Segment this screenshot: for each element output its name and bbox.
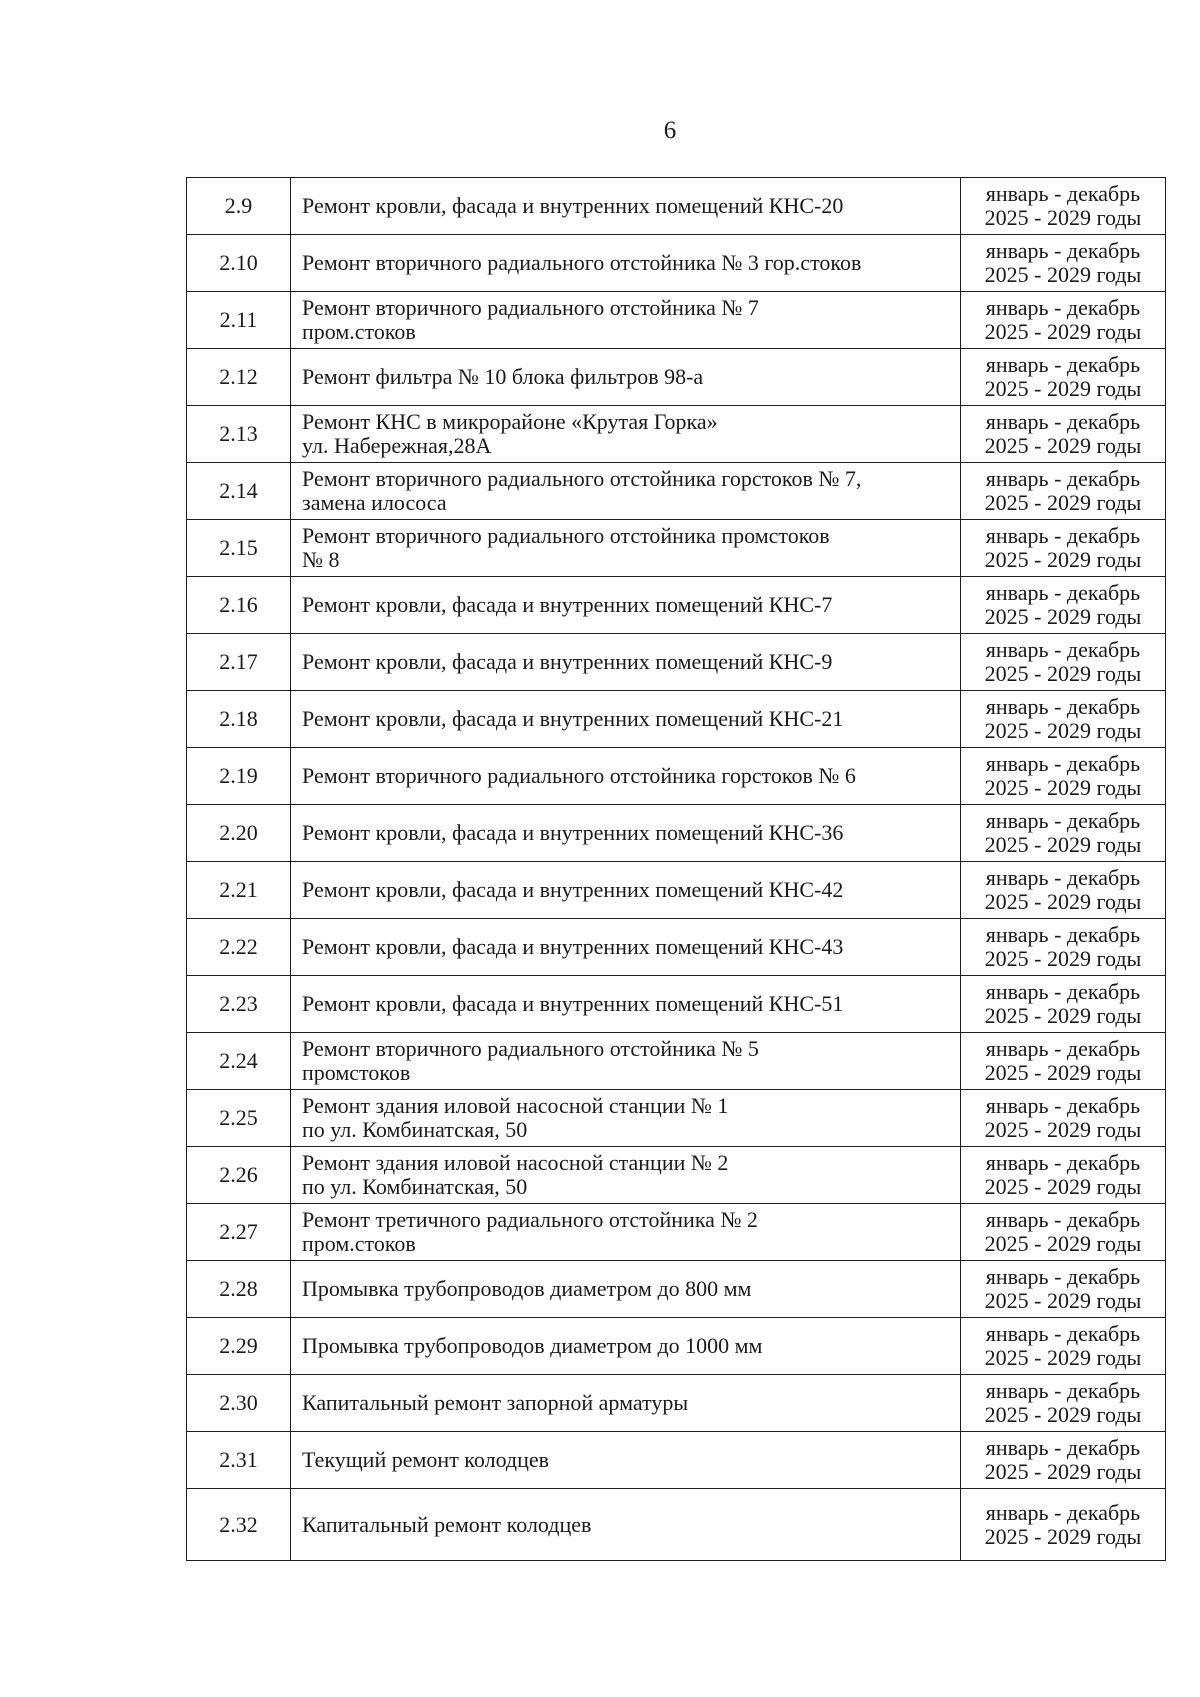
- work-description: Ремонт кровли, фасада и внутренних помещений КНС-9: [302, 649, 833, 674]
- period-months: январь - декабрь: [985, 1036, 1141, 1061]
- table-row: [187, 577, 1166, 634]
- period-years: 2025 - 2029 годы: [984, 1459, 1142, 1484]
- work-description-cell: [291, 235, 961, 292]
- period-months: январь - декабрь: [985, 238, 1141, 263]
- work-description: Ремонт вторичного радиального отстойника № 3 гор.стоков: [302, 250, 862, 275]
- period-months: январь - декабрь: [985, 637, 1141, 662]
- row-number: 2.30: [187, 1375, 291, 1432]
- work-description: Ремонт КНС в микрорайоне «Крутая Горка» ул. Набережная,28А: [302, 409, 718, 458]
- period-cell: [961, 520, 1166, 577]
- row-number: 2.22: [187, 919, 291, 976]
- period-cell: [961, 1261, 1166, 1318]
- period-cell: [961, 1033, 1166, 1090]
- period-months: январь - декабрь: [985, 1378, 1141, 1403]
- row-number: 2.29: [187, 1318, 291, 1375]
- period-months: январь - декабрь: [985, 352, 1141, 377]
- period-cell: [961, 976, 1166, 1033]
- row-number: 2.21: [187, 862, 291, 919]
- period-cell: [961, 463, 1166, 520]
- table-row: [187, 691, 1166, 748]
- work-description: Ремонт вторичного радиального отстойника горстоков № 7, замена илососа: [302, 466, 862, 515]
- row-number: 2.14: [187, 463, 291, 520]
- row-number: 2.17: [187, 634, 291, 691]
- period-years: 2025 - 2029 годы: [984, 1345, 1142, 1370]
- period-months: январь - декабрь: [985, 865, 1141, 890]
- period-years: 2025 - 2029 годы: [984, 1523, 1142, 1549]
- period-years: 2025 - 2029 годы: [984, 490, 1142, 515]
- table-row: [187, 805, 1166, 862]
- period-cell: [961, 1147, 1166, 1204]
- period-months: январь - декабрь: [985, 580, 1141, 605]
- table-row: [187, 1261, 1166, 1318]
- period-months: январь - декабрь: [985, 523, 1141, 548]
- period-years: 2025 - 2029 годы: [984, 1402, 1142, 1427]
- period-cell: [961, 178, 1166, 235]
- work-description-cell: [291, 1090, 961, 1147]
- work-description: Ремонт кровли, фасада и внутренних помещений КНС-43: [302, 934, 844, 959]
- row-number: 2.24: [187, 1033, 291, 1090]
- work-description-cell: [291, 919, 961, 976]
- period-years: 2025 - 2029 годы: [984, 775, 1142, 800]
- work-description: Капитальный ремонт запорной арматуры: [302, 1390, 689, 1415]
- table-row: [187, 862, 1166, 919]
- table-row: [187, 1204, 1166, 1261]
- period-months: январь - декабрь: [985, 295, 1141, 320]
- period-years: 2025 - 2029 годы: [984, 718, 1142, 743]
- period-years: 2025 - 2029 годы: [984, 1174, 1142, 1199]
- period-cell: [961, 349, 1166, 406]
- table-row: [187, 748, 1166, 805]
- work-description-cell: [291, 1204, 961, 1261]
- work-description: Ремонт вторичного радиального отстойника № 5 промстоков: [302, 1036, 759, 1085]
- period-years: 2025 - 2029 годы: [984, 262, 1142, 287]
- row-number: 2.10: [187, 235, 291, 292]
- work-description: Ремонт вторичного радиального отстойника № 7 пром.стоков: [302, 295, 759, 344]
- work-description: Ремонт кровли, фасада и внутренних помещений КНС-36: [302, 820, 844, 845]
- table-row: [187, 1489, 1166, 1561]
- work-description: Промывка трубопроводов диаметром до 800 мм: [302, 1276, 752, 1301]
- work-description: Ремонт кровли, фасада и внутренних помещений КНС-42: [302, 877, 844, 902]
- work-description: Промывка трубопроводов диаметром до 1000 мм: [302, 1333, 763, 1358]
- period-months: январь - декабрь: [985, 751, 1141, 776]
- work-description: Ремонт здания иловой насосной станции № 1 по ул. Комбинатская, 50: [302, 1093, 729, 1142]
- work-description: Ремонт здания иловой насосной станции № 2 по ул. Комбинатская, 50: [302, 1150, 729, 1199]
- work-description-cell: [291, 463, 961, 520]
- work-description-cell: [291, 976, 961, 1033]
- work-description-cell: [291, 1261, 961, 1318]
- work-description: Ремонт фильтра № 10 блока фильтров 98-а: [302, 364, 704, 389]
- table-row: [187, 1033, 1166, 1090]
- table-row: [187, 235, 1166, 292]
- period-years: 2025 - 2029 годы: [984, 319, 1142, 344]
- period-months: январь - декабрь: [985, 979, 1141, 1004]
- work-description: Текущий ремонт колодцев: [302, 1447, 550, 1472]
- work-description: Ремонт вторичного радиального отстойника промстоков № 8: [302, 523, 830, 572]
- work-description-cell: [291, 748, 961, 805]
- work-description-cell: [291, 1318, 961, 1375]
- period-years: 2025 - 2029 годы: [984, 205, 1142, 230]
- period-months: январь - декабрь: [985, 181, 1141, 206]
- work-description-cell: [291, 178, 961, 235]
- page-number: 6: [663, 117, 677, 144]
- period-cell: [961, 1090, 1166, 1147]
- period-months: январь - декабрь: [985, 922, 1141, 947]
- work-description-cell: [291, 520, 961, 577]
- table-row: [187, 463, 1166, 520]
- table-row: [187, 1432, 1166, 1489]
- period-cell: [961, 805, 1166, 862]
- table-row: [187, 520, 1166, 577]
- period-months: январь - декабрь: [985, 1321, 1141, 1346]
- period-months: январь - декабрь: [985, 1264, 1141, 1289]
- period-cell: [961, 1489, 1166, 1561]
- table-row: [187, 178, 1166, 235]
- table-row: [187, 976, 1166, 1033]
- period-months: январь - декабрь: [985, 466, 1141, 491]
- table-row: [187, 919, 1166, 976]
- row-number: 2.26: [187, 1147, 291, 1204]
- period-years: 2025 - 2029 годы: [984, 604, 1142, 629]
- work-description: Капитальный ремонт колодцев: [302, 1511, 592, 1537]
- period-months: январь - декабрь: [985, 1499, 1141, 1525]
- table-row: [187, 406, 1166, 463]
- row-number: 2.11: [187, 292, 291, 349]
- period-cell: [961, 292, 1166, 349]
- table-row: [187, 1147, 1166, 1204]
- work-description: Ремонт кровли, фасада и внутренних помещений КНС-21: [302, 706, 844, 731]
- period-cell: [961, 634, 1166, 691]
- row-number: 2.9: [187, 178, 291, 235]
- work-description-cell: [291, 349, 961, 406]
- work-description-cell: [291, 1033, 961, 1090]
- period-cell: [961, 1204, 1166, 1261]
- period-cell: [961, 235, 1166, 292]
- table-row: [187, 292, 1166, 349]
- period-years: 2025 - 2029 годы: [984, 661, 1142, 686]
- period-months: январь - декабрь: [985, 694, 1141, 719]
- period-cell: [961, 919, 1166, 976]
- row-number: 2.27: [187, 1204, 291, 1261]
- row-number: 2.28: [187, 1261, 291, 1318]
- work-description-cell: [291, 292, 961, 349]
- period-years: 2025 - 2029 годы: [984, 1288, 1142, 1313]
- work-description-cell: [291, 805, 961, 862]
- period-cell: [961, 406, 1166, 463]
- work-description: Ремонт кровли, фасада и внутренних помещений КНС-20: [302, 193, 844, 218]
- period-months: январь - декабрь: [985, 1150, 1141, 1175]
- works-schedule-body: [187, 178, 1166, 1561]
- table-row: [187, 634, 1166, 691]
- period-years: 2025 - 2029 годы: [984, 376, 1142, 401]
- work-description: Ремонт вторичного радиального отстойника горстоков № 6: [302, 763, 856, 788]
- work-description-cell: [291, 691, 961, 748]
- period-years: 2025 - 2029 годы: [984, 1003, 1142, 1028]
- work-description-cell: [291, 634, 961, 691]
- period-years: 2025 - 2029 годы: [984, 832, 1142, 857]
- row-number: 2.20: [187, 805, 291, 862]
- work-description-cell: [291, 577, 961, 634]
- period-years: 2025 - 2029 годы: [984, 1231, 1142, 1256]
- period-months: январь - декабрь: [985, 409, 1141, 434]
- work-description: Ремонт кровли, фасада и внутренних помещений КНС-7: [302, 592, 833, 617]
- work-description-cell: [291, 1432, 961, 1489]
- table-row: [187, 1090, 1166, 1147]
- period-months: январь - декабрь: [985, 1207, 1141, 1232]
- period-months: январь - декабрь: [985, 1435, 1141, 1460]
- row-number: 2.31: [187, 1432, 291, 1489]
- row-number: 2.32: [187, 1489, 291, 1561]
- table-row: [187, 1375, 1166, 1432]
- period-years: 2025 - 2029 годы: [984, 1117, 1142, 1142]
- period-months: январь - декабрь: [985, 1093, 1141, 1118]
- work-description: Ремонт кровли, фасада и внутренних помещений КНС-51: [302, 991, 844, 1016]
- period-cell: [961, 1375, 1166, 1432]
- period-cell: [961, 577, 1166, 634]
- row-number: 2.13: [187, 406, 291, 463]
- period-cell: [961, 691, 1166, 748]
- table-row: [187, 349, 1166, 406]
- period-years: 2025 - 2029 годы: [984, 1060, 1142, 1085]
- work-description: Ремонт третичного радиального отстойника № 2 пром.стоков: [302, 1207, 758, 1256]
- period-cell: [961, 1432, 1166, 1489]
- period-cell: [961, 862, 1166, 919]
- row-number: 2.15: [187, 520, 291, 577]
- period-months: январь - декабрь: [985, 808, 1141, 833]
- period-years: 2025 - 2029 годы: [984, 946, 1142, 971]
- works-schedule-table: [186, 177, 1166, 1561]
- row-number: 2.16: [187, 577, 291, 634]
- row-number: 2.12: [187, 349, 291, 406]
- row-number: 2.25: [187, 1090, 291, 1147]
- period-years: 2025 - 2029 годы: [984, 889, 1142, 914]
- work-description-cell: [291, 406, 961, 463]
- work-description-cell: [291, 1489, 961, 1561]
- period-years: 2025 - 2029 годы: [984, 547, 1142, 572]
- period-years: 2025 - 2029 годы: [984, 433, 1142, 458]
- work-description-cell: [291, 1375, 961, 1432]
- row-number: 2.23: [187, 976, 291, 1033]
- work-description-cell: [291, 1147, 961, 1204]
- work-description-cell: [291, 862, 961, 919]
- table-row: [187, 1318, 1166, 1375]
- row-number: 2.19: [187, 748, 291, 805]
- period-cell: [961, 1318, 1166, 1375]
- row-number: 2.18: [187, 691, 291, 748]
- period-cell: [961, 748, 1166, 805]
